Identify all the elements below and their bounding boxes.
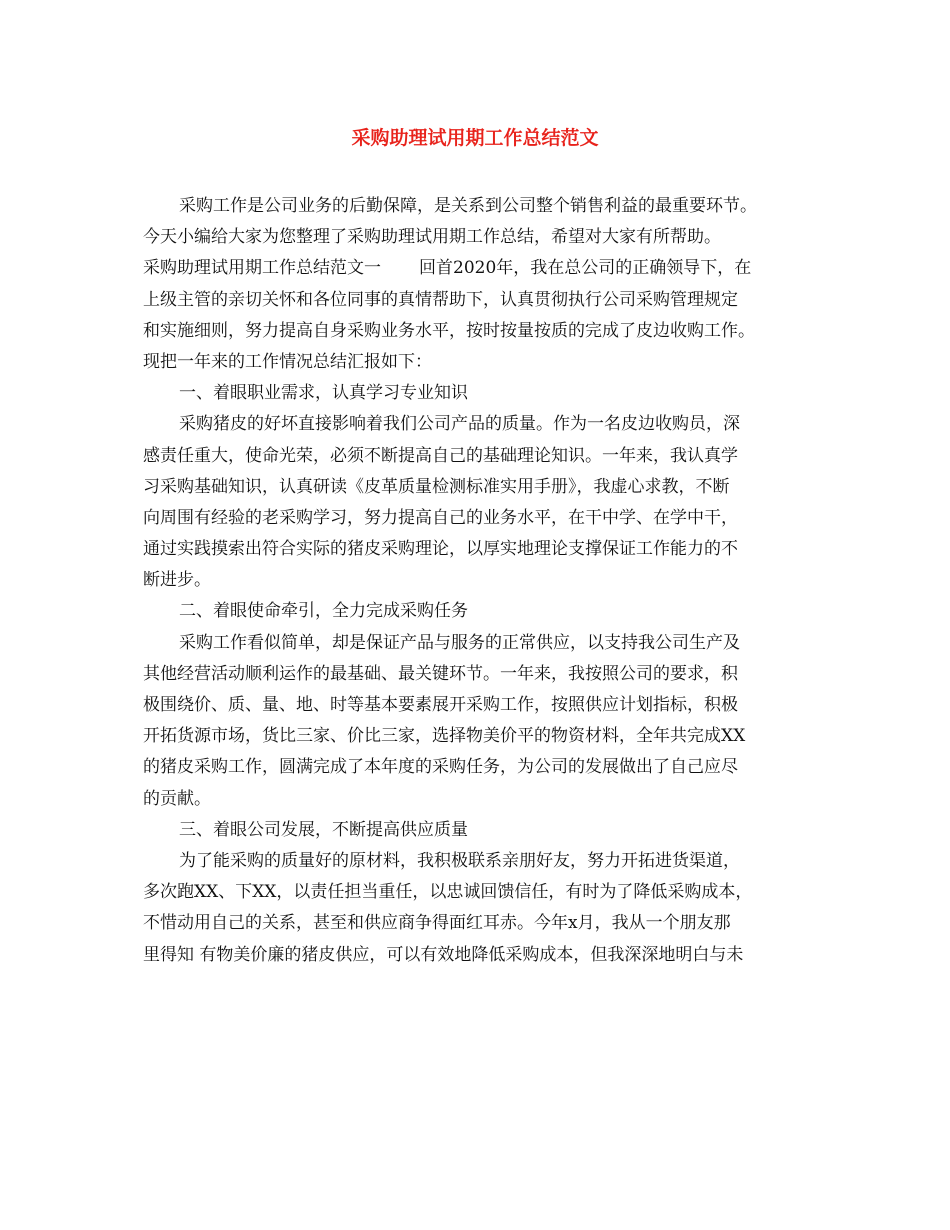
paragraph-line: 不惜动用自己的关系，甚至和供应商争得面红耳赤。今年x月，我从一个朋友那 — [143, 913, 731, 934]
paragraph-line — [143, 253, 805, 284]
paragraph-line: 里得知 有物美价廉的猪皮供应，可以有效地降低采购成本，但我深深地明白与未 — [143, 944, 744, 965]
paragraph-line: 感责任重大，使命光荣，必须不断提高自己的基础理论知识。一年来，我认真学 — [143, 445, 738, 466]
paragraph-line: 采购工作看似简单，却是保证产品与服务的正常供应，以支持我公司生产及 — [179, 632, 740, 653]
paragraph-line: 为了能采购的质量好的原材料，我积极联系亲朋好友，努力开拓进货渠道， — [179, 850, 740, 871]
section-heading: 一、着眼职业需求，认真学习专业知识 — [179, 383, 468, 404]
document-title: 采购助理试用期工作总结范文 — [351, 127, 599, 149]
paragraph-line: 今天小编给大家为您整理了采购助理试用期工作总结，希望对大家有所帮助。 — [143, 227, 721, 248]
section-label: 采购助理试用期工作总结范文一 — [143, 258, 381, 279]
paragraph-line: 的贡献。 — [143, 788, 211, 809]
section-heading: 二、着眼使命牵引，全力完成采购任务 — [179, 601, 468, 622]
paragraph-line: 的猪皮采购工作，圆满完成了本年度的采购任务，为公司的发展做出了自己应尽 — [143, 757, 738, 778]
paragraph-line: 现把一年来的工作情况总结汇报如下： — [143, 351, 432, 372]
paragraph-line: 习采购基础知识，认真研读《皮革质量检测标准实用手册》，我虚心求教，不断 — [143, 476, 730, 497]
paragraph-line: 开拓货源市场，货比三家、价比三家，选择物美价平的物资材料，全年共完成XX — [143, 726, 746, 747]
section-heading: 三、着眼公司发展，不断提高供应质量 — [179, 819, 468, 840]
paragraph-text: 回首2020年，我在总公司的正确领导下，在 — [419, 258, 752, 279]
paragraph-line: 通过实践摸索出符合实际的猪皮采购理论，以厚实地理论支撑保证工作能力的不 — [143, 539, 738, 560]
paragraph-line: 极围绕价、质、量、地、时等基本要素展开采购工作，按照供应计划指标，积极 — [143, 695, 738, 715]
paragraph-line: 采购工作是公司业务的后勤保障，是关系到公司整个销售利益的最重要环节。 — [179, 196, 757, 216]
paragraph-line: 向周围有经验的老采购学习，努力提高自己的业务水平，在干中学、在学中干， — [143, 507, 738, 528]
paragraph-line: 上级主管的亲切关怀和各位同事的真情帮助下，认真贯彻执行公司采购管理规定 — [143, 289, 738, 310]
paragraph-line: 采购猪皮的好坏直接影响着我们公司产品的质量。作为一名皮边收购员，深 — [179, 414, 740, 435]
paragraph-line: 断进步。 — [143, 570, 211, 591]
paragraph-line: 其他经营活动顺利运作的最基础、最关键环节。一年来，我按照公司的要求，积 — [143, 663, 738, 684]
paragraph-line: 多次跑XX、下XX，以责任担当重任，以忠诚回馈信任，有时为了降低采购成本， — [143, 882, 753, 903]
paragraph-line: 和实施细则，努力提高自身采购业务水平，按时按量按质的完成了皮边收购工作。 — [143, 320, 755, 341]
document-body — [143, 191, 805, 971]
